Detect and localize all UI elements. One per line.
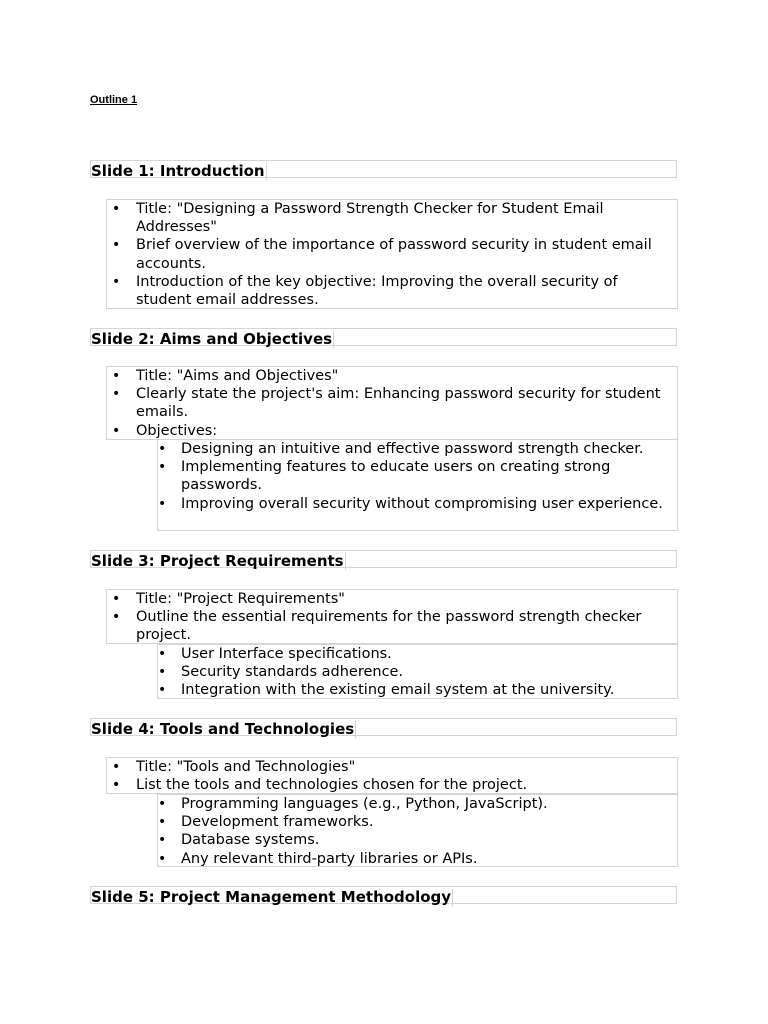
list-item-text: Any relevant third-party libraries or APIs. xyxy=(181,850,478,867)
bullet-icon: • xyxy=(158,850,167,867)
bullet-icon: • xyxy=(158,796,167,812)
slide-2-sub-bullet-list xyxy=(157,439,678,531)
list-item xyxy=(158,850,677,868)
bullet-icon: • xyxy=(158,682,167,699)
list-item xyxy=(158,831,677,849)
list-item xyxy=(158,663,677,681)
list-item-text: Implementing features to educate users on creating strong passwords. xyxy=(181,459,611,494)
list-item xyxy=(107,608,677,644)
list-item xyxy=(158,681,677,699)
list-item-text: Outline the essential requirements for the password strength checker project. xyxy=(136,609,642,644)
bullet-icon: • xyxy=(158,459,167,476)
bullet-icon: • xyxy=(158,832,167,849)
slide-4-heading xyxy=(90,718,677,736)
document-title: Outline 1 xyxy=(90,94,138,106)
bullet-icon: • xyxy=(112,386,121,403)
bullet-icon: • xyxy=(112,237,121,254)
list-item-text: Title: "Project Requirements" xyxy=(136,591,345,607)
list-item xyxy=(107,776,677,794)
bullet-icon: • xyxy=(112,777,121,794)
list-item-text: Title: "Aims and Objectives" xyxy=(136,368,339,384)
list-item xyxy=(107,590,677,608)
list-item xyxy=(107,422,677,440)
list-item xyxy=(158,795,677,813)
list-item-text: Improving overall security without compromising user experience. xyxy=(181,495,663,512)
list-item-text: Clearly state the project's aim: Enhancing password security for student emails. xyxy=(136,386,661,421)
list-item-text: User Interface specifications. xyxy=(181,646,392,662)
list-item-text: Integration with the existing email system at the university. xyxy=(181,682,615,699)
list-item-text: Objectives: xyxy=(136,422,218,439)
bullet-icon: • xyxy=(112,368,121,384)
slide-2-heading xyxy=(90,328,677,346)
slide-heading-text: Slide 5: Project Management Methodology xyxy=(91,888,452,906)
slide-2-bullet-list xyxy=(106,366,678,440)
bullet-icon: • xyxy=(112,609,121,626)
slide-heading-text: Slide 1: Introduction xyxy=(91,162,265,180)
slide-3-bullet-list xyxy=(106,589,678,644)
list-item-text: Security standards adherence. xyxy=(181,664,404,681)
list-item-text: Designing an intuitive and effective password strength checker. xyxy=(181,441,644,457)
bullet-icon: • xyxy=(158,646,167,662)
list-item-text: Brief overview of the importance of password security in student email accounts. xyxy=(136,237,652,272)
list-item xyxy=(158,495,677,513)
bullet-icon: • xyxy=(112,201,121,217)
list-item-text: Database systems. xyxy=(181,832,320,849)
bullet-icon: • xyxy=(158,814,167,831)
bullet-icon: • xyxy=(158,495,167,512)
list-item xyxy=(107,758,677,776)
list-item xyxy=(107,273,677,309)
bullet-icon: • xyxy=(112,759,121,775)
list-item-text: Programming languages (e.g., Python, JavaScript). xyxy=(181,796,548,812)
slide-4-sub-bullet-list xyxy=(157,794,678,867)
bullet-icon: • xyxy=(112,422,121,439)
list-item xyxy=(107,200,677,236)
slide-4-bullet-list xyxy=(106,757,678,794)
bullet-icon: • xyxy=(158,664,167,681)
list-item xyxy=(158,813,677,831)
list-item xyxy=(107,236,677,272)
list-item xyxy=(107,367,677,385)
slide-3-heading xyxy=(90,550,677,568)
list-item xyxy=(158,458,677,494)
bullet-icon: • xyxy=(112,273,121,290)
list-item xyxy=(158,440,677,458)
slide-heading-text: Slide 2: Aims and Objectives xyxy=(91,330,333,348)
list-item-text: Introduction of the key objective: Improving the overall security of student email addresses. xyxy=(136,273,618,309)
slide-1-heading xyxy=(90,160,677,178)
list-item-text: Title: "Designing a Password Strength Checker for Student Email Addresses" xyxy=(136,201,604,236)
slide-heading-text: Slide 4: Tools and Technologies xyxy=(91,720,355,738)
list-item-text: List the tools and technologies chosen for the project. xyxy=(136,777,528,794)
slide-heading-text: Slide 3: Project Requirements xyxy=(91,552,344,570)
slide-1-bullet-list xyxy=(106,199,678,309)
list-item-text: Title: "Tools and Technologies" xyxy=(136,759,356,775)
bullet-icon: • xyxy=(112,591,121,607)
list-item-text: Development frameworks. xyxy=(181,814,374,831)
bullet-icon: • xyxy=(158,441,167,457)
slide-3-sub-bullet-list xyxy=(157,644,678,699)
list-item xyxy=(158,645,677,663)
list-item xyxy=(107,385,677,421)
slide-5-heading xyxy=(90,886,677,904)
